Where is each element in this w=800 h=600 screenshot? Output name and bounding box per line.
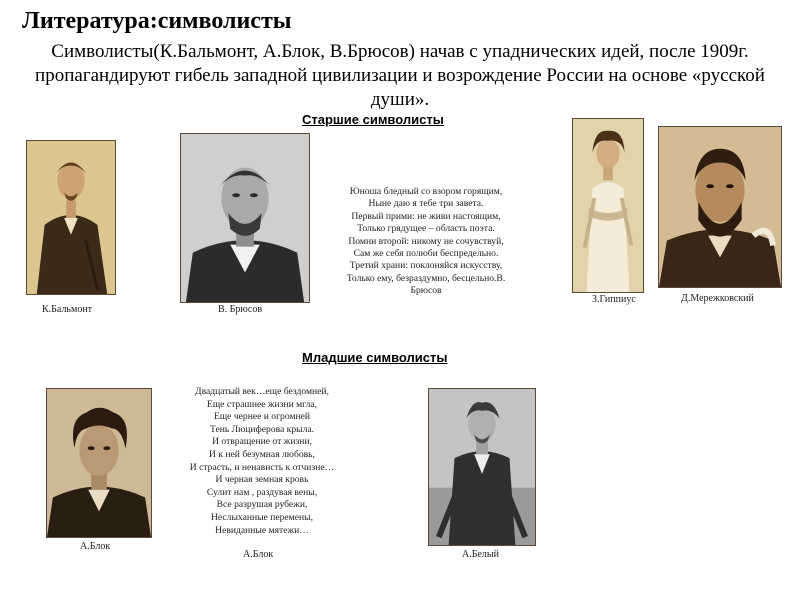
poem-line: Ныне даю я тебе три завета. [368,198,484,210]
poem-line: И страсть, и ненависть к отчизне… [189,461,335,473]
poem-line: И к ней безумная любовь, [209,448,315,460]
poem-line: Неслыханные перемены, [211,511,313,523]
poem-line: Двадцатый век…еще бездомней, [195,386,329,397]
poem-line: Еще чернее и огромней [213,411,311,423]
bryusov-portrait [180,133,310,303]
junior-symbolists-heading: Младшие символисты [302,350,448,365]
bryusov-poem [326,186,526,298]
slide-title: Литература:символисты [22,8,292,34]
poem-line: Тень Люциферова крыла. [209,423,315,435]
gippius-portrait [572,118,644,293]
senior-symbolists-heading: Старшие символисты [302,112,444,127]
poem-line: Сулит нам , раздувая вены, [206,486,318,498]
poem-line: И отвращение от жизни, [212,436,312,448]
poem-line: Брюсов [410,285,442,297]
merezhkovsky-portrait [658,126,782,288]
poem-line: Сам же себя полюби беспредельно. [353,248,499,260]
intro-text: Символисты(К.Бальмонт, А.Блок, В.Брюсов) начав с упаднических идей, после 1909г. пропагандируют гибель западной цивилизации и возрождение России на основе «русской души». [35,41,765,110]
bely-caption: А.Белый [462,549,499,560]
blok-caption: А.Блок [80,541,111,552]
poem-line: Еще страшнее жизни мгла, [206,398,318,410]
blok-poem [162,386,362,537]
blok-portrait [46,388,152,538]
gippius-caption: З.Гиппиус [592,294,636,305]
balmont-caption: К.Бальмонт [42,304,93,315]
poem-line: И черная земная кровь [215,474,309,486]
bely-portrait [428,388,536,546]
poem-line: Невиданные мятежи… [215,524,309,536]
poem-line: Первый прими: не живи настоящим, [351,210,501,222]
poem-line: Только грядущее – область поэта. [357,223,495,235]
poem-line: Третий храни: поклоняйся искусству, [349,260,503,272]
poem-line: Только ему, безраздумно, бесцельно.В. [346,272,506,284]
balmont-portrait [26,140,116,295]
poem-line: Помни второй: никому не сочувствуй, [348,235,504,247]
blok-poem-author: А.Блок [243,549,274,560]
poem-line: Юноша бледный со взором горящим, [349,186,503,197]
bryusov-caption: В. Брюсов [218,304,263,315]
merezhkovsky-caption: Д.Мережковский [681,293,754,304]
poem-line: Все разрушая рубежи, [216,499,308,511]
